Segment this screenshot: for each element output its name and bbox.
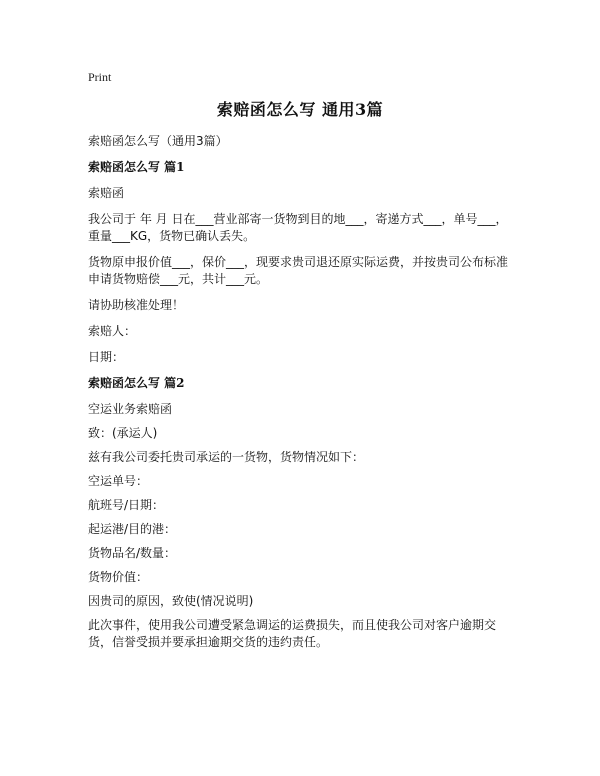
paragraph: 空运单号： [88,474,149,488]
paragraph: 货物品名/数量： [88,546,177,560]
paragraph: 货物原申报价值___，保价___，现要求贵司退还原实际运费，并按贵司公布标准申请货物赔偿___元，共计___元。 [88,255,509,286]
paragraph: 致：(承运人) [88,426,158,440]
paragraph: 日期： [88,350,125,364]
paragraph: 此次事件，使用我公司遭受紧急调运的运费损失，而且使我公司对客户逾期交货，信誉受损并要承担逾期交货的违约责任。 [88,618,497,649]
paragraph: 索赔函 [88,186,125,200]
paragraph: 空运业务索赔函 [88,402,173,416]
paragraph: 兹有我公司委托贵司承运的一货物，货物情况如下： [88,450,365,464]
paragraph: 起运港/目的港： [88,522,177,536]
section-heading-2: 索赔函怎么写 篇2 [88,376,185,390]
document-subtitle: 索赔函怎么写（通用3篇） [88,134,228,148]
print-label: Print [88,70,112,84]
paragraph: 索赔人： [88,324,137,338]
paragraph: 请协助核准处理！ [88,298,185,312]
paragraph: 航班号/日期： [88,498,165,512]
document-body [88,133,518,658]
paragraph: 货物价值： [88,570,149,584]
document-title: 索赔函怎么写 通用3篇 [216,100,384,119]
paragraph: 因贵司的原因，致使(情况说明) [88,594,254,608]
section-heading-1: 索赔函怎么写 篇1 [88,160,185,174]
paragraph: 我公司于 年 月 日在___营业部寄一货物到目的地___，寄递方式___，单号___，重量___KG，货物已确认丢失。 [88,212,508,243]
